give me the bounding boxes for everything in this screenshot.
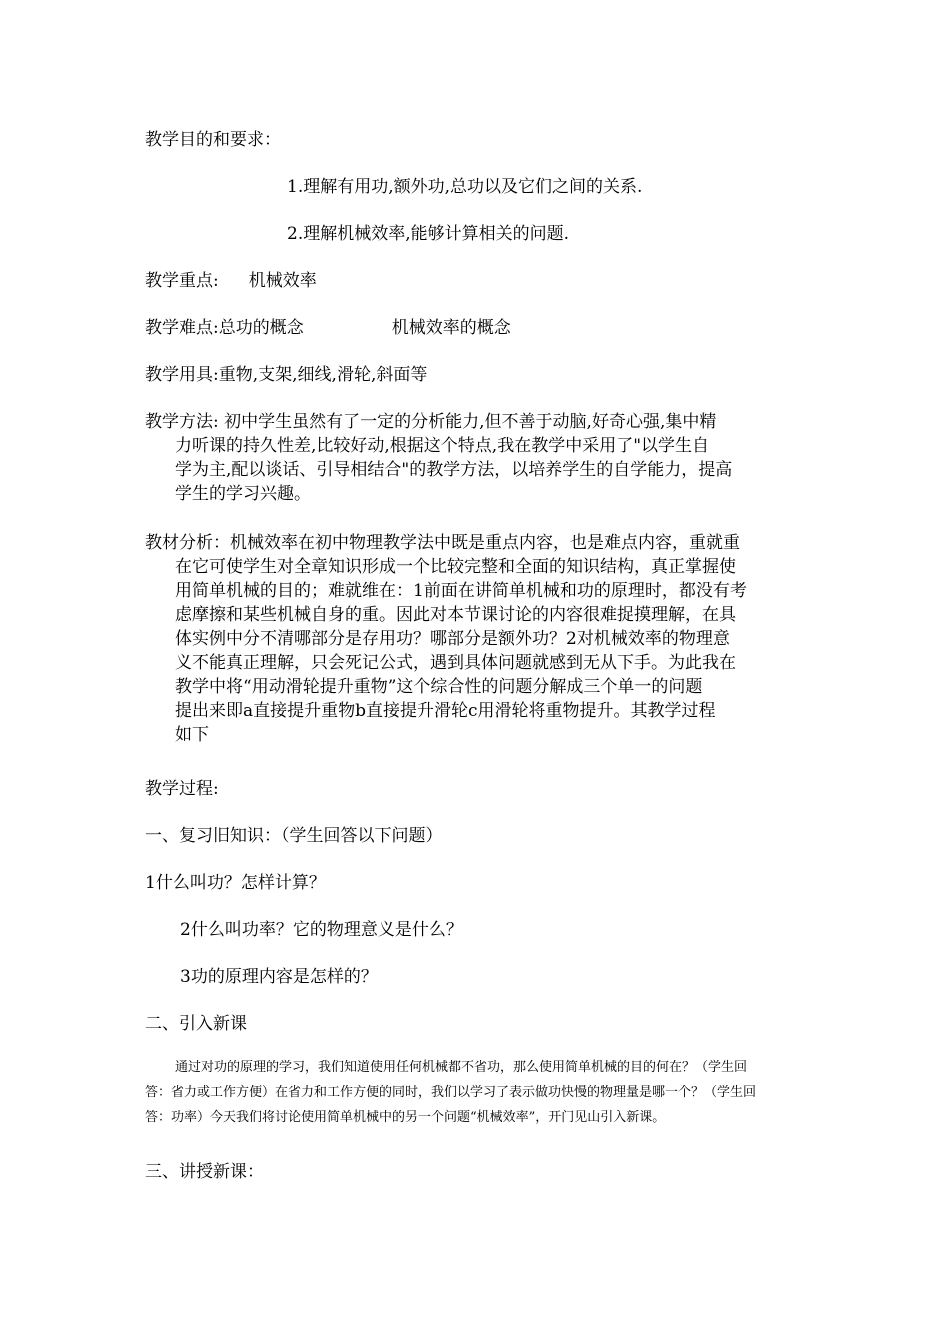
analysis-line: 教学中将“用动滑轮提升重物”这个综合性的问题分解成三个单一的问题 [175,677,703,697]
analysis-line: 教材分析：机械效率在初中物理教学法中既是重点内容，也是难点内容，重就重 [145,533,740,553]
difficulty-label: 教学难点:总功的概念 [145,318,304,338]
intro-line: 通过对功的原理的学习，我们知道使用任何机械都不省功，那么使用简单机械的目的何在？（学生回 [175,1060,748,1075]
analysis-line: 用简单机械的目的；难就维在：1前面在讲简单机械和功的原理时，都没有考 [175,581,747,601]
review-question-1: 1什么叫功？怎样计算？ [145,873,326,893]
section-review-heading: 一、复习旧知识：（学生回答以下问题） [145,826,443,846]
analysis-line: 如下 [175,725,209,745]
analysis-paragraph [145,531,810,747]
process-heading: 教学过程: [145,779,219,799]
method-line: 学生的学习兴趣。 [175,484,311,504]
section-lesson-heading: 三、讲授新课： [145,1162,264,1182]
review-question-3: 3功的原理内容是怎样的？ [180,967,378,987]
analysis-line: 体实例中分不清哪部分是存用功？哪部分是额外功？2对机械效率的物理意 [175,629,730,649]
section-intro-heading: 二、引入新课 [145,1014,247,1034]
objectives-heading: 教学目的和要求： [145,130,281,150]
analysis-line: 虑摩擦和某些机械自身的重。因此对本节课讨论的内容很难捉摸理解，在具 [175,605,736,625]
method-paragraph [145,410,810,506]
objective-item-1: 1.理解有用功,额外功,总功以及它们之间的关系. [287,177,643,197]
method-line: 力听课的持久性差,比较好动,根据这个特点,我在教学中采用了"以学生自 [175,436,710,456]
analysis-line: 在它可使学生对全章知识形成一个比较完整和全面的知识结构，真正掌握使 [175,557,736,577]
intro-line: 答：功率）今天我们将讨论使用简单机械中的另一个问题“机械效率”，开门见山引入新课。 [145,1110,666,1125]
method-line: 教学方法: 初中学生虽然有了一定的分析能力,但不善于动脑,好奇心强,集中精 [145,412,717,432]
focus-value: 机械效率 [248,271,317,291]
focus-label: 教学重点: [145,271,219,291]
analysis-line: 义不能真正理解，只会死记公式，遇到具体问题就感到无从下手。为此我在 [175,653,736,673]
intro-paragraph [145,1055,810,1130]
tools-line: 教学用具:重物,支架,细线,滑轮,斜面等 [145,365,428,385]
objective-item-2: 2.理解机械效率,能够计算相关的问题. [287,224,570,244]
difficulty-line [145,316,511,340]
review-question-2: 2什么叫功率？它的物理意义是什么？ [180,920,463,940]
intro-line: 答：省力或工作方便）在省力和工作方便的同时，我们以学习了表示做功快慢的物理量是哪一个？（学生回 [145,1085,757,1100]
method-line: 学为主,配以谈话、引导相结合"的教学方法，以培养学生的自学能力，提高 [175,460,733,480]
focus-line [145,269,317,293]
analysis-line: 提出来即a直接提升重物b直接提升滑轮c用滑轮将重物提升。其教学过程 [175,701,716,721]
difficulty-value: 机械效率的概念 [391,318,511,338]
